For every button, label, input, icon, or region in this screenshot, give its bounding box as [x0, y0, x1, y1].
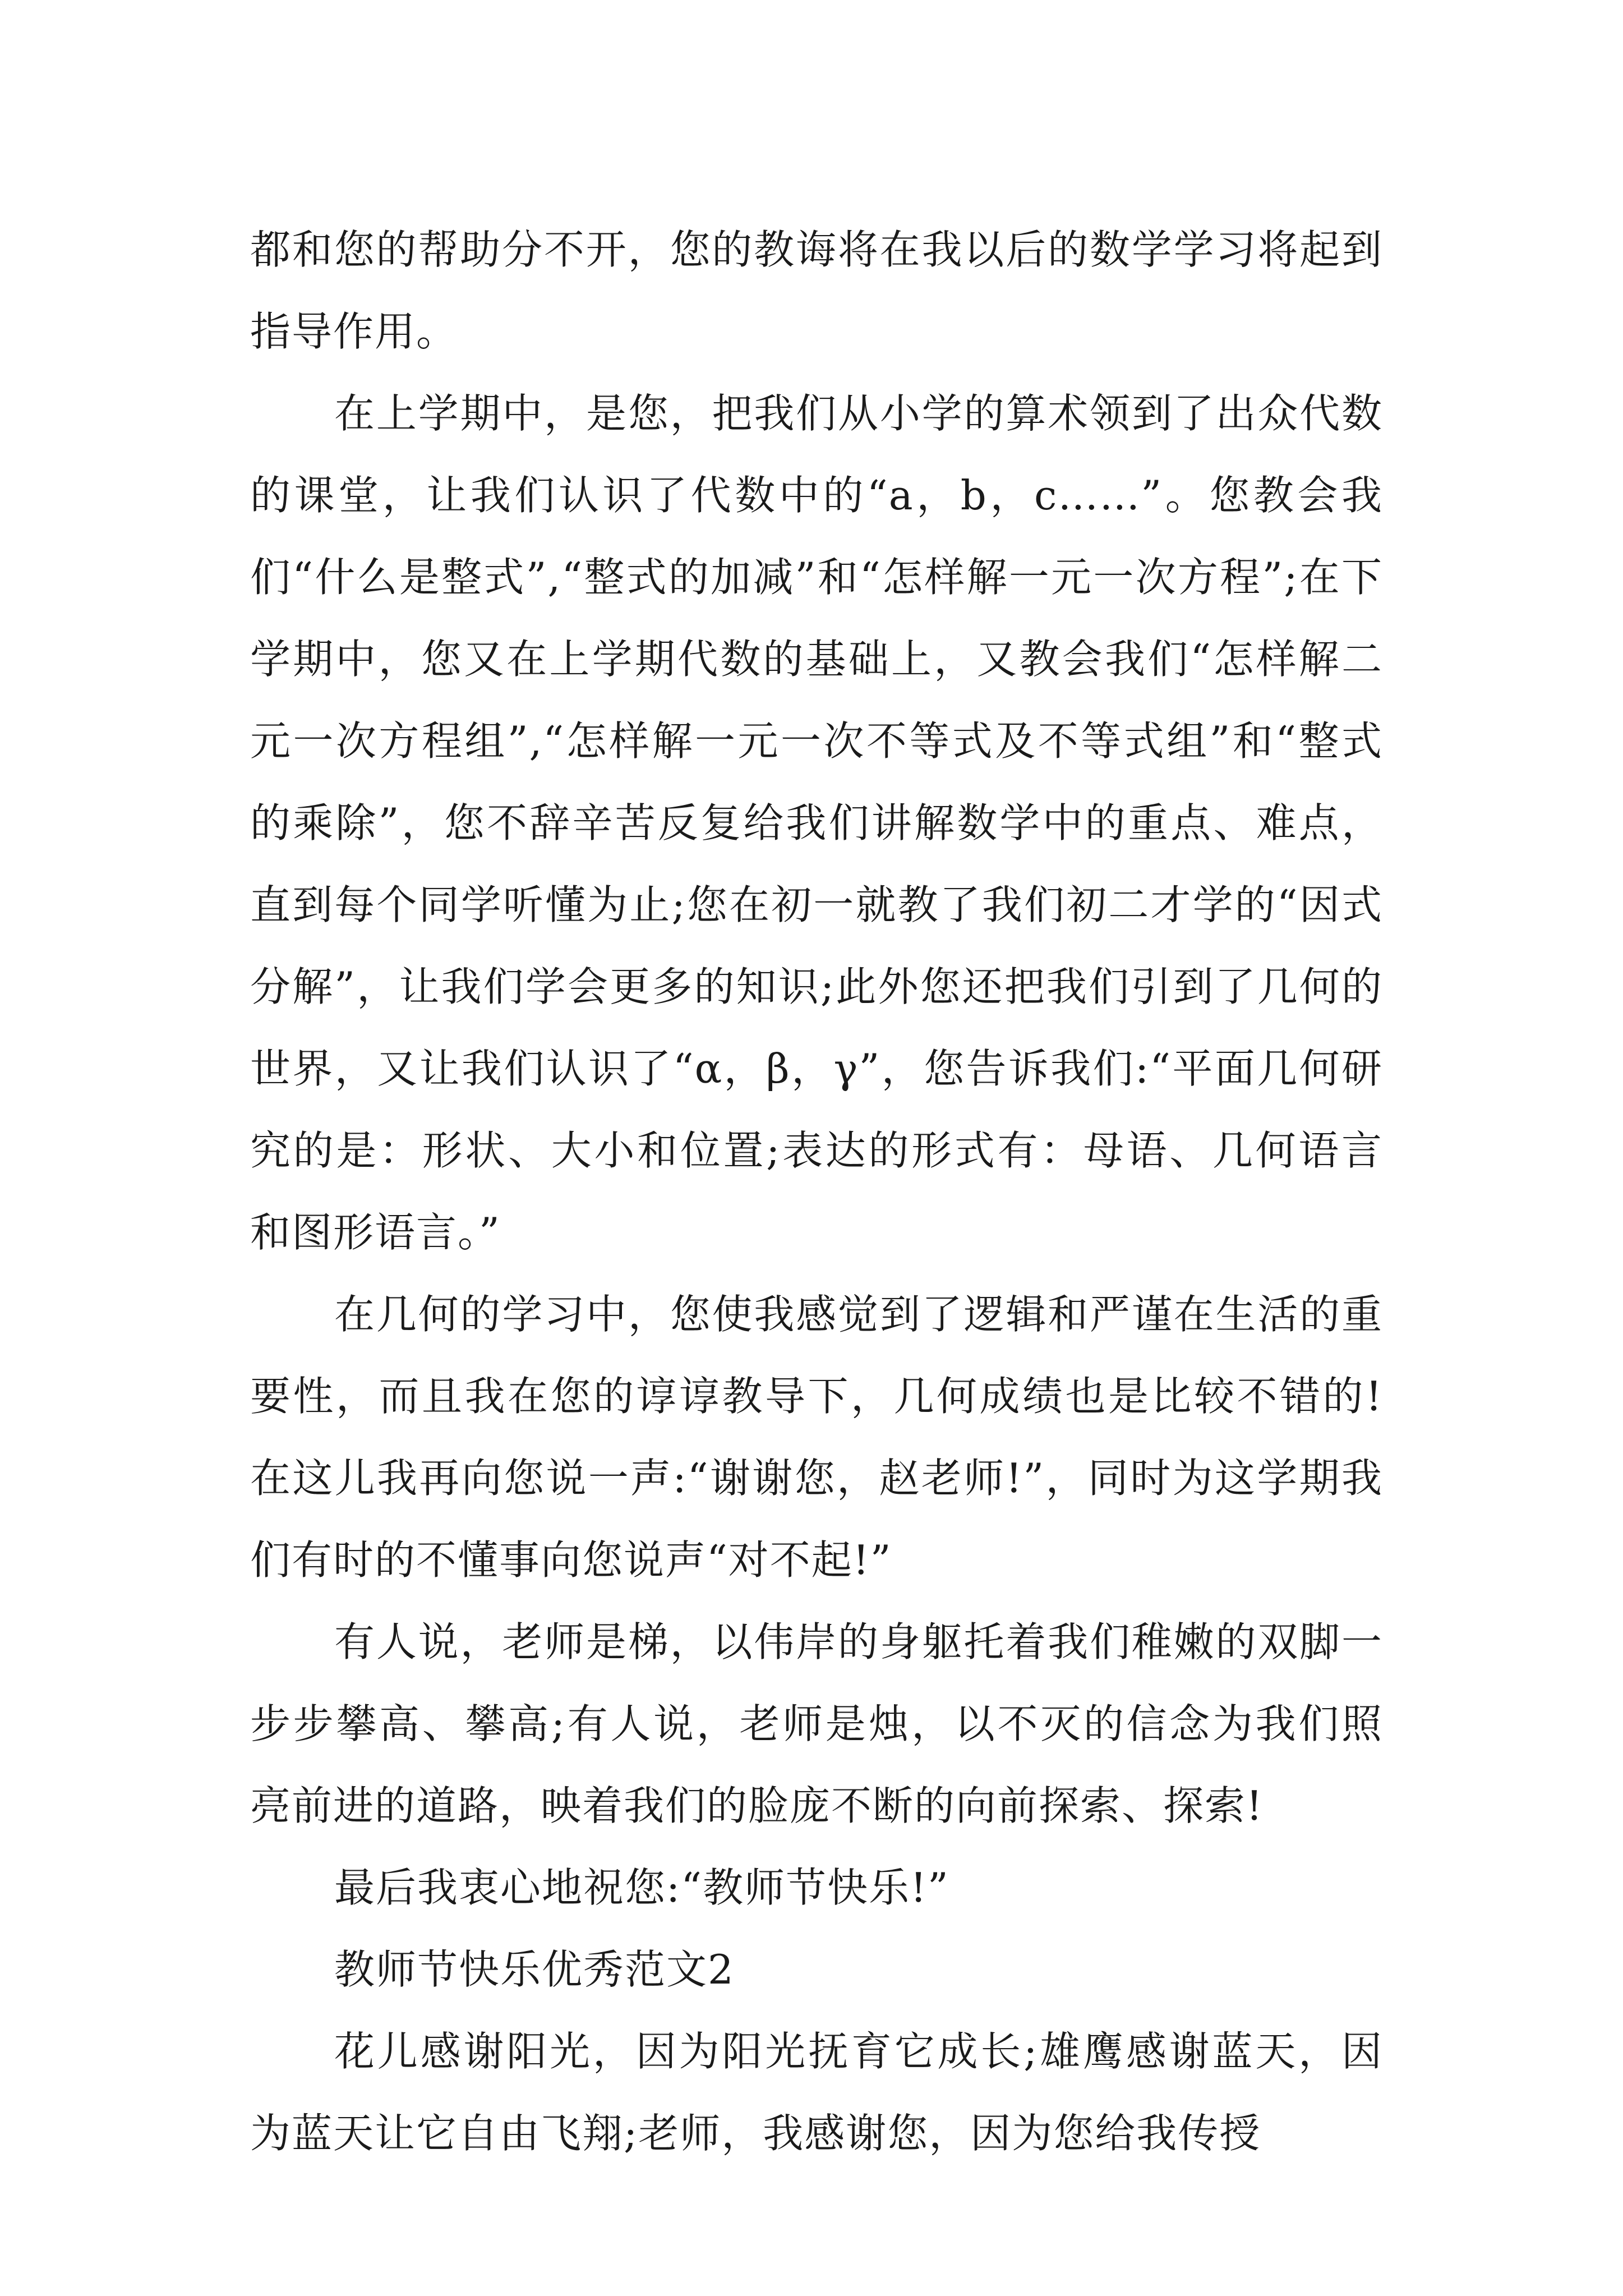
paragraph-first-semester: 在上学期中，是您，把我们从小学的算术领到了出众代数的课堂，让我们认识了代数中的“a，b，c……”。您教会我们“什么是整式”,“整式的加减”和“怎样解一元一次方程”;在下学期中，您又在上学期代数的基础上，又教会我们“怎样解二元一次方程组”,“怎样解一元一次不等式及不等式组”和“整式的乘除”，您不辞辛苦反复给我们讲解数学中的重点、难点，直到每个同学听懂为止;您在初一就教了我们初二才学的“因式分解”，让我们学会更多的知识;此外您还把我们引到了几何的世界，又让我们认识了“α，β，γ”，您告诉我们:“平面几何研究的是：形状、大小和位置;表达的形式有：母语、几何语言和图形语言。”	[250, 390, 1383, 1256]
paragraph-gratitude: 花儿感谢阳光，因为阳光抚育它成长;雄鹰感谢蓝天，因为蓝天让它自由飞翔;老师，我感谢您，因为您给我传授	[250, 2028, 1383, 2157]
paragraph-continuation: 都和您的帮助分不开，您的教诲将在我以后的数学学习将起到指导作用。	[250, 226, 1383, 355]
paragraph-geometry-study: 在几何的学习中，您使我感觉到了逻辑和严谨在生活的重要性，而且我在您的谆谆教导下，几何成绩也是比较不错的!在这儿我再向您说一声:“谢谢您，赵老师!”，同时为这学期我们有时的不懂事向您说声“对不起!”	[250, 1291, 1383, 1584]
paragraph-teacher-metaphor: 有人说，老师是梯，以伟岸的身躯托着我们稚嫩的双脚一步步攀高、攀高;有人说，老师是烛，以不灭的信念为我们照亮前进的道路，映着我们的脸庞不断的向前探索、探索!	[250, 1618, 1383, 1829]
paragraph-closing-wish: 最后我衷心地祝您:“教师节快乐!”	[334, 1864, 949, 1911]
section-heading: 教师节快乐优秀范文2	[334, 1946, 735, 1993]
document-body	[250, 209, 1383, 2174]
